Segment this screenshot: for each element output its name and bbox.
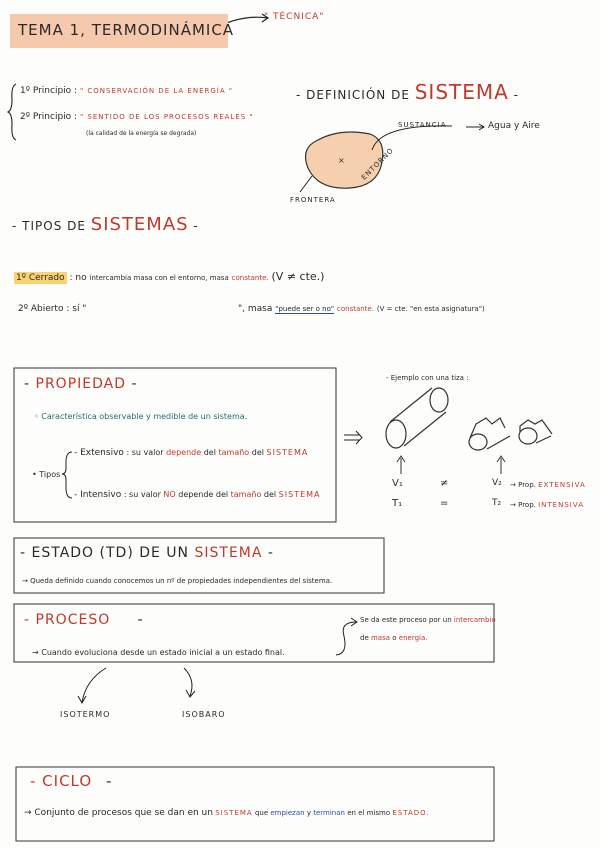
cycle-text-g: en el mismo (347, 809, 391, 817)
first-principle (20, 86, 233, 96)
process-note-b: intercambio (453, 616, 496, 624)
open-system-text: ", masa (238, 304, 273, 314)
extensive-line (74, 448, 308, 458)
isotermo-label: ISOTERMO (60, 710, 111, 719)
cycle-text-b: SISTEMA (215, 809, 253, 817)
process-note-a: Se da este proceso por un (360, 616, 452, 624)
example-v2: V₂ (492, 478, 502, 488)
system-definition-title (296, 80, 519, 104)
cycle-text-f: terminan (313, 809, 345, 817)
intensive-label: - Intensivo (74, 490, 122, 500)
system-types-suffix: - (193, 219, 199, 233)
process-note-e: o (392, 634, 397, 642)
extensive-d: tamaño (218, 448, 250, 457)
closed-system-text: intercambia masa con el entorno, masa (89, 274, 229, 282)
property-title: - PROPIEDAD - (24, 376, 138, 392)
example-t-prop (510, 501, 584, 509)
svg-text:×: × (338, 156, 345, 165)
example-title: - Ejemplo con una tiza : (386, 374, 469, 382)
process-note-line1 (360, 616, 496, 624)
open-system-rest (238, 304, 485, 314)
intensive-b: NO (163, 490, 176, 499)
isobaro-label: ISOBARO (182, 710, 226, 719)
extensive-label: - Extensivo (74, 448, 124, 458)
open-system-quote: "puede ser o no" (275, 305, 335, 313)
system-definition-word: SISTEMA (414, 80, 509, 104)
example-t-prop-prefix: → Prop. (510, 501, 536, 509)
process-title (24, 612, 144, 628)
property-title-word: PROPIEDAD (35, 376, 127, 392)
extensive-c: del (203, 448, 216, 457)
cycle-text (24, 808, 430, 818)
property-types-label: • Tipos (32, 470, 61, 479)
system-types-word: SISTEMAS (90, 214, 189, 235)
intensive-c: depende del (178, 490, 229, 499)
label-entorno: ENTORNO (360, 146, 396, 182)
example-v1: V₁ (392, 478, 403, 489)
cycle-title-suffix: - (105, 772, 113, 790)
closed-system-word: constante. (231, 274, 269, 282)
state-text: → Queda definido cuando conocemos un nº de propiedades independientes del sistema. (22, 577, 333, 585)
example-t2: T₂ (492, 498, 502, 508)
intensive-f: SISTEMA (278, 490, 321, 499)
example-t1: T₁ (392, 498, 403, 509)
cycle-title (30, 772, 112, 790)
cycle-text-h: ESTADO. (392, 809, 430, 817)
example-neq: ≠ (440, 478, 449, 489)
state-title (20, 545, 274, 561)
system-types-prefix: - TIPOS DE (12, 219, 86, 233)
closed-system-sep: : no (69, 273, 87, 283)
extensive-e: del (251, 448, 264, 457)
example-eq: = (440, 498, 449, 509)
second-principle (20, 112, 254, 122)
cycle-title-word: - CICLO (30, 772, 93, 790)
state-title-word: SISTEMA (194, 545, 263, 561)
intensive-line (74, 490, 321, 500)
example-v-prop-word: EXTENSIVA (538, 481, 586, 489)
label-sustancia: SUSTANCIA (398, 121, 447, 129)
process-note-d: masa (370, 634, 391, 642)
system-definition-suffix: - (513, 88, 519, 102)
example-t-prop-word: INTENSIVA (538, 501, 584, 509)
open-system-formula: (V = cte. "en esta asignatura") (376, 305, 485, 313)
state-title-prefix: - ESTADO (TD) DE UN (20, 545, 190, 561)
cycle-text-d: empiezan (270, 809, 305, 817)
process-text: → Cuando evoluciona desde un estado inicial a un estado final. (32, 648, 285, 657)
open-system-line (18, 304, 86, 314)
state-title-suffix: - (267, 545, 274, 561)
first-principle-label: 1º Principio : (20, 86, 78, 96)
open-system-sep: : sí " (66, 304, 87, 314)
intensive-e: del (263, 490, 277, 499)
intensive-a: : su valor (123, 490, 161, 499)
label-frontera: FRONTERA (290, 196, 336, 204)
closed-system-line (14, 270, 324, 283)
second-principle-label: 2º Principio : (20, 112, 78, 122)
extensive-a: : su valor (126, 448, 164, 457)
example-v-prop-prefix: → Prop. (510, 481, 536, 489)
open-system-label: 2º Abierto (18, 304, 64, 314)
label-example: Agua y Aire (488, 121, 540, 131)
cycle-text-a: → Conjunto de procesos que se dan en un (24, 808, 213, 818)
process-note-c: de (360, 634, 369, 642)
extensive-b: depende (166, 448, 202, 457)
second-principle-text: " SENTIDO DE LOS PROCESOS REALES " (79, 113, 254, 121)
example-v-prop (510, 481, 586, 489)
process-title-word: - PROCESO (24, 612, 111, 628)
page-title: TEMA 1, TERMODINÁMICA (18, 21, 235, 39)
process-title-suffix: - (137, 612, 144, 628)
process-note-f: energía. (398, 634, 428, 642)
property-definition: ◦ Característica observable y medible de un sistema. (34, 412, 248, 421)
cycle-text-c: que (254, 809, 269, 817)
cycle-text-e: y (306, 809, 311, 817)
title-tag: " TÉCNICA" (264, 12, 325, 22)
open-system-word: constante. (337, 305, 374, 313)
property-definition-text: Característica observable y medible de un sistema. (41, 412, 248, 421)
intensive-d: tamaño (230, 490, 262, 499)
second-principle-note: (la calidad de la energía se degrada) (86, 130, 197, 137)
system-types-title (12, 214, 199, 235)
system-definition-prefix: - DEFINICIÓN DE (296, 88, 410, 102)
closed-system-formula: (V ≠ cte.) (271, 270, 325, 283)
first-principle-text: " CONSERVACIÓN DE LA ENERGÍA " (79, 87, 234, 95)
closed-system-label: 1º Cerrado (16, 273, 65, 283)
extensive-f: SISTEMA (266, 448, 309, 457)
process-note-line2 (360, 634, 428, 642)
